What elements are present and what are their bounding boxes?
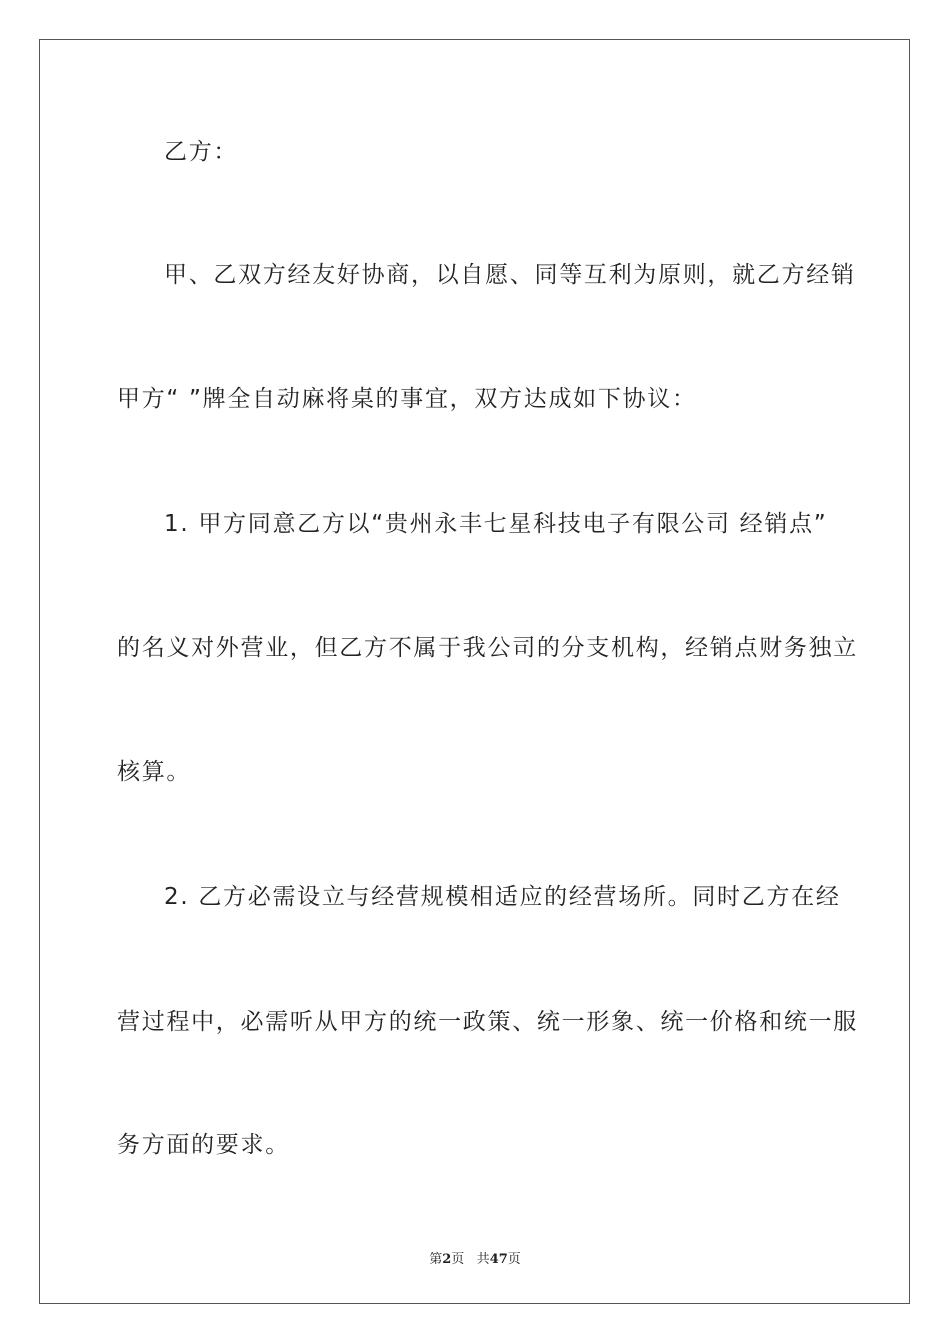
page-border — [39, 39, 910, 1304]
paragraph-intro-line-1: 甲、乙双方经友好协商，以自愿、同等互利为原则，就乙方经销 — [164, 262, 856, 288]
clause-1-line-3: 核算。 — [117, 759, 192, 785]
footer-total-pages: 47 — [489, 1252, 508, 1267]
clause-1-line-2: 的名义对外营业，但乙方不属于我公司的分支机构，经销点财务独立 — [117, 635, 858, 661]
party-b-label: 乙方： — [164, 139, 239, 165]
clause-2-line-2: 营过程中，必需听从甲方的统一政策、统一形象、统一价格和统一服 — [117, 1009, 858, 1035]
footer-total-prefix: 共 — [476, 1252, 490, 1267]
footer-page-unit: 页 — [451, 1252, 465, 1267]
footer-total-unit: 页 — [507, 1252, 521, 1267]
footer-prefix: 第 — [429, 1252, 443, 1267]
clause-1-line-1: 1. 甲方同意乙方以“贵州永丰七星科技电子有限公司 经销点” — [164, 511, 828, 537]
clause-2-line-3: 务方面的要求。 — [117, 1132, 290, 1158]
page-number-footer — [0, 1248, 950, 1267]
paragraph-intro-line-2: 甲方“ ”牌全自动麻将桌的事宜，双方达成如下协议： — [117, 386, 697, 412]
footer-current-page: 2 — [442, 1252, 452, 1267]
clause-2-line-1: 2. 乙方必需设立与经营规模相适应的经营场所。同时乙方在经 — [164, 884, 841, 910]
